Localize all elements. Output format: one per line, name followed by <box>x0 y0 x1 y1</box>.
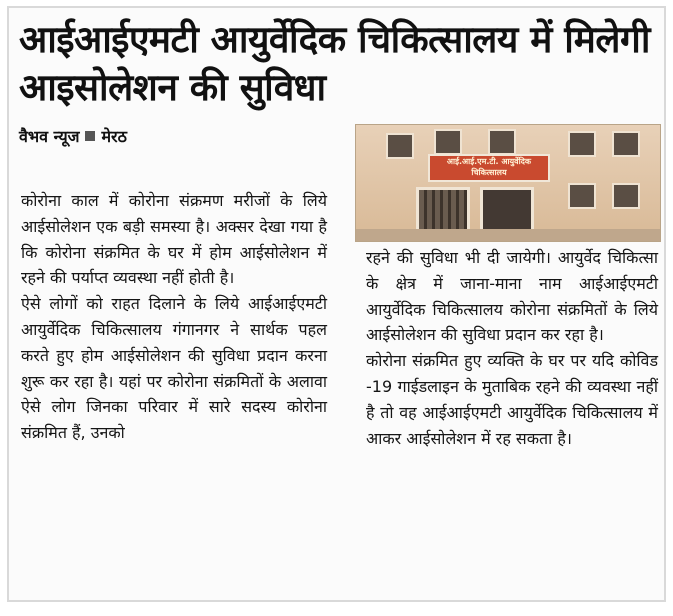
newspaper-clipping <box>7 6 666 602</box>
window-shape <box>612 131 640 157</box>
window-shape <box>568 131 596 157</box>
window-shape <box>612 183 640 209</box>
byline-place: मेरठ <box>101 127 127 146</box>
article-column-1 <box>21 188 327 446</box>
separator-square-icon <box>85 131 95 141</box>
paragraph: ऐसे लोगों को राहत दिलाने के लिये आईआईएमटी आयुर्वेदिक चिकित्सालय गंगानगर ने सार्थक पहल करते हुए होम आईसोलेशन की सुविधा प्रदान करना शुरू कर रहा है। यहां पर कोरोना संक्रमितों के अलावा ऐसे लोग जिनका परिवार में सारे सदस्य कोरोना संक्रमित हैं, उनको <box>21 294 327 443</box>
ground-shape <box>356 229 660 241</box>
window-shape <box>434 129 462 155</box>
paragraph: रहने की सुविधा भी दी जायेगी। आयुर्वेद चिकित्सा के क्षेत्र में जाना-माना नाम आईआईएमटी आयुर्वेदिक चिकित्सालय कोरोना संक्रमितों के लिये आईसोलेशन की सुविधा प्रदान कर रहा है। <box>366 248 658 345</box>
paragraph: कोरोना काल में कोरोना संक्रमण मरीजों के लिये आईसोलेशन एक बड़ी समस्या है। अक्सर देखा गया है कि कोरोना संक्रमित के घर में होम आईसोलेशन में रहने की पर्याप्त व्यवस्था नहीं होती है। <box>21 191 327 288</box>
article-headline: आईआईएमटी आयुर्वेदिक चिकित्सालय में मिलेगी आइसोलेशन की सुविधा <box>19 18 650 109</box>
article-column-2 <box>366 245 658 451</box>
byline-source: वैभव न्यूज <box>19 127 80 146</box>
window-shape <box>488 129 516 155</box>
window-shape <box>568 183 596 209</box>
hospital-photo <box>355 124 661 242</box>
paragraph: कोरोना संक्रमित हुए व्यक्ति के घर पर यदि कोविड -19 गाईडलाइन के मुताबिक रहने की व्यवस्था नहीं है तो वह आईआईएमटी आयुर्वेदिक चिकित्सालय में आकर आईसोलेशन में रह सकता है। <box>366 351 658 448</box>
window-shape <box>386 133 414 159</box>
hospital-sign: आई.आई.एम.टी. आयुर्वेदिक चिकित्सालय <box>428 154 550 182</box>
byline <box>19 127 127 147</box>
